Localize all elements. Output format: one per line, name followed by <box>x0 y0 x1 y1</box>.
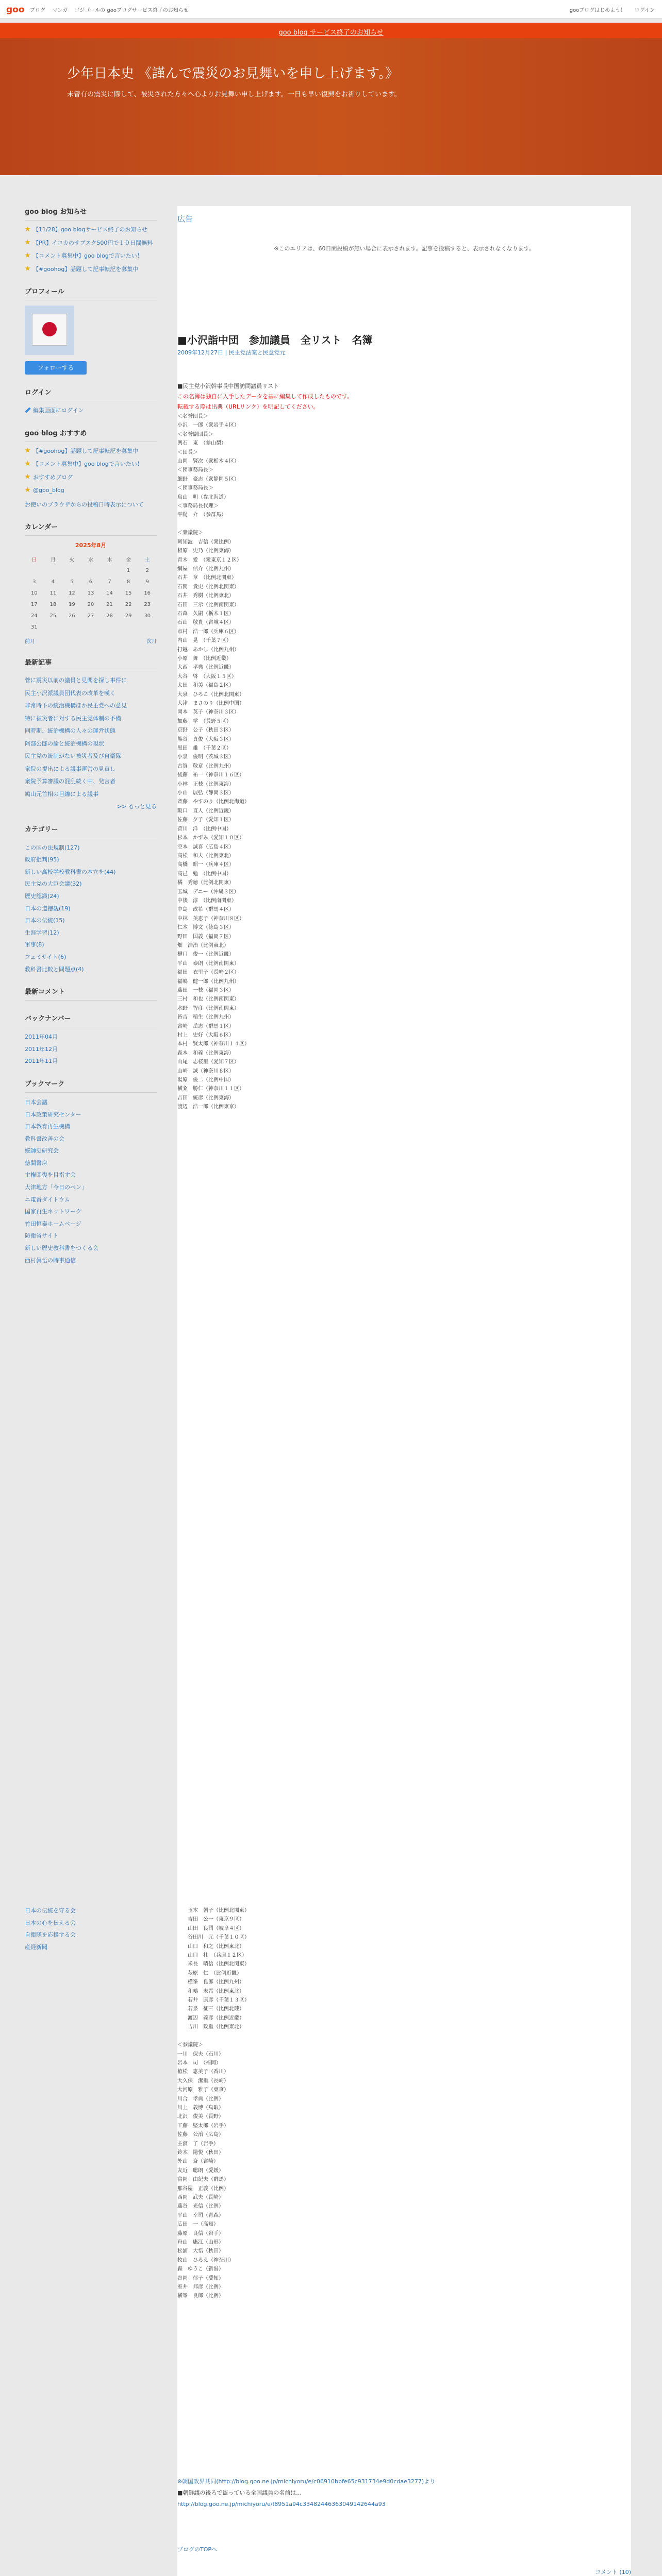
sidebar-continued <box>25 1906 157 1955</box>
recommend-heading: goo blog おすすめ <box>25 428 157 442</box>
category-link[interactable]: 生涯学習(12) <box>25 929 59 936</box>
bookmark-link[interactable]: 防衛省サイト <box>25 1232 59 1240</box>
notice-heading: goo blog お知らせ <box>25 206 157 221</box>
notice-link[interactable]: goo blog サービス終了のお知らせ <box>278 29 384 37</box>
recent-post-link[interactable]: 民主小沢派議員団代表の改革を嘆く <box>25 689 115 697</box>
recommend-item[interactable]: 【#goohog】話題して記事転記を募集中 <box>25 447 157 456</box>
member-list-continued: 玉木 朝子（比例北関東） 吉田 公一（東京９区） 山田 良司（岐阜４区） 谷田川 元（千葉１０区） 山口 和之（比例東北） 山口 壮 （兵庫１２区） 米長 晴信（比例北関東） 萩原 仁 （比例近畿） 横峯 良郎（比例九州） 和嶋 未希（比例東北） 若井 康彦（千葉１３区） 若泉 征三（比例北陸） 渡辺 義彦（比例近畿） 吉川 政重（比例東北） ＜参議院＞ 一川 保夫（石川） 岩本 司 （福岡） 植松 恵美子（香川） 大久保 潔重（長崎） 大河原 雅子（東京） 川合 孝典（比例） 川上 義博（鳥取） 北沢 俊美（長野） 工藤 堅太郎（岩手） 佐藤 公治（広島） 主濱 了（岩手） 鈴木 陽悦（秋田） 外山 斎（宮崎） 友近 聡朗（愛媛） 富岡 由紀夫（群馬） 那谷屋 正義（比例） 西岡 武夫（長崎） 藤谷 光信（比例） 平山 幸司（青森） 広田 一（高知） 藤原 良信（岩手） 舟山 康江（山形） 松浦 大悟（秋田） 牧山 ひろえ（神奈川） 森 ゆうこ（新潟） 谷岡 郁子（愛知） 室井 邦彦（比例） 横峯 良郎（比例） <box>177 1908 250 2299</box>
top-right-links <box>562 6 655 13</box>
calendar-heading: カレンダー <box>25 521 157 536</box>
sidebar <box>25 206 157 1268</box>
category-link[interactable]: 新しい高校学校教科書の本立を(44) <box>25 868 116 875</box>
ad-notice: ※このエリアは、60日間投稿が無い場合に表示されます。記事を投稿すると、表示されなくなります。 <box>274 245 535 252</box>
profile-heading: プロフィール <box>25 286 157 300</box>
blog-title[interactable]: 少年日本史 《謹んで震災のお見舞いを申し上げます。》 <box>67 66 399 81</box>
recommend-item[interactable]: 【コメント募集中】goo blogで言いたい！ <box>25 460 157 469</box>
backnumber-heading: バックナンバー <box>25 1013 157 1027</box>
recent-more-link[interactable]: >> もっと見る <box>117 803 157 810</box>
bookmark-link[interactable]: 日本の心を伝える会 <box>25 1919 76 1926</box>
pencil-icon <box>25 407 30 413</box>
bookmark-link[interactable]: 大津地方「今日のペン」 <box>25 1184 87 1191</box>
bookmark-link[interactable]: 日本政策研究センター <box>25 1111 81 1118</box>
bookmark-link[interactable]: 統帥史研究会 <box>25 1147 59 1155</box>
category-link[interactable]: 日本の伝統(15) <box>25 917 65 924</box>
recent-post-link[interactable]: 衆院の提出による議事運営の見直し <box>25 765 115 772</box>
star-icon <box>25 240 30 245</box>
post-warning: この名簿は独自に入手したデータを基に編集して作成したものです。 <box>177 393 353 400</box>
backnumber-link[interactable]: 2011年12月 <box>25 1045 58 1053</box>
recent-post-link[interactable]: 特に被災者に対する民主党体制の不備 <box>25 715 121 722</box>
blog-description: 未曾有の震災に際して、被災された方々へ心よりお見舞い申し上げます。一日も早い復興をお祈りしています。 <box>67 91 401 98</box>
bookmark-link[interactable]: 主権回復を目指す会 <box>25 1172 76 1179</box>
bookmark-link[interactable]: 自衛隊を応援する会 <box>25 1931 76 1939</box>
backnumber-link[interactable]: 2011年11月 <box>25 1058 58 1065</box>
star-icon <box>25 474 30 480</box>
recommend-item[interactable]: おすすめブログ <box>25 473 157 482</box>
bookmark-link[interactable]: 国家再生ネットワーク <box>25 1208 81 1215</box>
login-link[interactable]: ログイン <box>634 8 655 13</box>
top-nav <box>30 6 194 13</box>
calendar-week: 10 11 12 13 14 15 16 <box>30 590 151 596</box>
nav-blog[interactable]: ブログ <box>30 8 45 13</box>
post-sources <box>177 2476 631 2510</box>
calendar-week: 31 <box>30 624 38 630</box>
bookmark-link[interactable]: 産経新聞 <box>25 1943 47 1951</box>
category-link[interactable]: フェミサイト(6) <box>25 953 67 960</box>
source-url-link[interactable]: http://blog.goo.ne.jp/michiyoru/e/f8951a94c33482446363049142644a93 <box>177 2501 386 2507</box>
star-icon <box>25 461 30 466</box>
calendar-week: 1 2 <box>126 567 149 573</box>
calendar-prev-month[interactable]: 前月 <box>25 639 35 645</box>
calendar-nav <box>25 637 157 645</box>
member-list: ＜名誉団長＞ 小沢 一郎（衆岩手４区） ＜名誉副団長＞ 輿石 東 （参山梨） ＜団長＞ 山岡 賢次（衆栃木４区） ＜団事務局長＞ 細野 豪志（衆静岡５区） ＜団事務局長＞ 鳥山 明（参北海道） ＜事務局長代理＞ 平陽 介 （参群馬） ＜衆議院＞ 阿知波 吉信（衆比例） 相原 史乃（比例東海） 青木 愛 （衆東京１２区） 網屋 信介（比例九州） 石井 章 （比例北関東） 石関 貴史（比例北関東） 石井 秀樹（比例東北） 石田 三示（比例南関東） 石森 久嗣（栃木１区） 石山 敬貴（宮城４区） 市村 浩一郎（兵庫６区） 内山 晃 （千葉７区） 打越 あかし（比例九州） 小原 舞 （比例近畿） 大西 孝典（比例近畿） 大谷 啓 （大阪１５区） 太田 和美（福島２区） 大泉 ひろこ（比例北関東） 大津 まさのり（比例中国） 岡本 英子（神奈川３区） 加藤 学 （長野５区） 京野 公子（秋田３区） 熊谷 貞俊（大阪３区） 黒田 雄 （千葉２区） 小泉 俊明（茨城３区） 古賀 敬章（比例九州） 後藤 祐一（神奈川１６区） 小林 正枝（比例東海） 小山 展弘（静岡３区） 斉藤 やすのり（比例北海道） 阪口 直人（比例近畿） 佐藤 夕子（愛知１区） 菅川 洋 （比例中国） 杉本 かずみ（愛知１０区） 空本 誠喜（広島４区） 高松 和夫（比例東北） 高橋 昭一（兵庫４区） 高邑 勉 （比例中国） 橘 秀徳（比例北関東） 玉城 デニー（沖縄３区） 中後 淳 （比例南関東） 中島 政希（群馬４区） 中林 美恵子（神奈川８区） 仁木 博文（徳島３区） 野田 国義（福岡７区） 畑 浩治（比例東北） 樋口 俊一（比例近畿） 平山 泰朗（比例南関東） 福田 衣里子（長崎２区） 福嶋 健一郎（比例九州） 藤田 一枝（福岡３区） 三村 和也（比例南関東） 水野 智彦（比例南関東） 皆吉 稲生（比例九州） 宮崎 岳志（群馬１区） 村上 史好（大阪６区） 本村 賢太郎（神奈川１４区） 森本 和義（比例東海） 山尾 志桜里（愛知７区） 山崎 誠（神奈川８区） 湯原 俊二（比例中国） 横粂 勝仁（神奈川１１区） 吉田 統彦（比例東海） 渡辺 浩一郎（比例東京） <box>177 414 250 1110</box>
calendar-week: 3 4 5 6 7 8 9 <box>32 579 149 585</box>
main-column <box>177 206 631 1906</box>
recommend-item[interactable]: @goo_blog <box>25 486 157 495</box>
notice-item[interactable]: 【PR】イコカのサブスク500円で１０日間無料 <box>25 239 157 248</box>
post-warning: 転載する際は出典（URLリンク）を明記してください。 <box>177 403 319 410</box>
post-time-note[interactable]: お使いのブラウザからの投稿日時表示について <box>25 501 144 508</box>
comments-heading: 最新コメント <box>25 986 157 1001</box>
recent-post-link[interactable]: 阿部公邸の論と統治機構の現状 <box>25 740 104 747</box>
category-link[interactable]: 教科書比較と問題点(4) <box>25 965 84 973</box>
star-icon <box>25 266 30 272</box>
star-icon <box>25 487 30 493</box>
post-title[interactable]: ■小沢詣中団 参加議員 全リスト 名簿 <box>177 334 373 346</box>
source-link[interactable]: ※朝国政界共同(http://blog.goo.ne.jp/michiyoru/e/c06910bbfe65c931734e9d0cdae3277)より <box>177 2478 436 2485</box>
bookmark-link[interactable]: 日本の伝統を守る会 <box>25 1907 76 1914</box>
post-intro <box>177 381 631 412</box>
source-note: ■朝鮮議の後ろで盗っている全国議員の名前は... <box>177 2489 302 2496</box>
category-link[interactable]: 歴史認識(24) <box>25 892 59 900</box>
star-icon <box>25 448 30 453</box>
main-column-continued <box>177 1906 631 2576</box>
calendar-week: 24 25 26 27 28 29 30 <box>30 613 151 619</box>
nav-manga[interactable]: マンガ <box>52 8 68 13</box>
category-link[interactable]: 軍事(8) <box>25 941 44 948</box>
top-bar <box>0 0 662 19</box>
profile-avatar[interactable] <box>25 306 74 355</box>
post-lead: ■民主党小沢幹事長中国訪問議員リスト <box>177 383 279 389</box>
goo-logo[interactable]: goo <box>6 5 25 15</box>
bookmark-link[interactable]: ニ電番ダイトウム <box>25 1196 70 1203</box>
flag-circle <box>42 322 57 336</box>
category-link[interactable]: 日本の道徳観(19) <box>25 905 71 912</box>
bookmark-link[interactable]: 徳間書房 <box>25 1159 47 1166</box>
post-date[interactable]: 2009年12月27日 | 民主党法案と民意党元 <box>177 349 286 356</box>
blog-top-link[interactable]: ブログのTOPへ <box>177 2546 218 2553</box>
blog-header <box>0 38 662 175</box>
notice-bar <box>0 23 662 38</box>
start-blog-link[interactable]: gooブログはじめよう！ <box>569 8 626 13</box>
bookmark-link[interactable]: 西村眞悟の時事通信 <box>25 1257 76 1264</box>
follow-button[interactable]: フォローする <box>25 361 87 375</box>
recent-post-link[interactable]: 衆院予算審議の混乱続く中、発言者 <box>25 778 115 785</box>
recent-heading: 最新記事 <box>25 657 157 671</box>
login-heading: ログイン <box>25 387 157 401</box>
bookmark-link[interactable]: 新しい歴史教科書をつくる会 <box>25 1245 98 1252</box>
recent-post-link[interactable]: 鳩山元首相の目線による議事 <box>25 790 98 798</box>
calendar <box>25 553 157 633</box>
bookmark-link[interactable]: 教科書改善の会 <box>25 1135 64 1142</box>
calendar-week: 17 18 19 20 21 22 23 <box>30 601 151 607</box>
login-link[interactable]: 編集画面にログイン <box>25 406 157 415</box>
nav-service-end[interactable]: ゴジゴールの gooブログサービス終了のお知らせ <box>74 8 189 13</box>
recent-post-link[interactable]: 同時期、統治機構の人々の運営状態 <box>25 727 115 735</box>
notice-item[interactable]: 【11/28】goo blogサービス終了のお知らせ <box>25 226 157 234</box>
category-link[interactable]: 民主党の大臣会議(32) <box>25 880 82 888</box>
bookmark-link[interactable]: 日本教育再生機構 <box>25 1123 70 1130</box>
star-icon <box>25 226 30 232</box>
category-link[interactable]: 政府批判(95) <box>25 856 59 863</box>
calendar-next-month[interactable]: 次月 <box>146 639 157 645</box>
bookmark-link[interactable]: 竹田恒泰ホームページ <box>25 1220 81 1227</box>
calendar-weekdays: 日 月 火 水 木 金 土 <box>31 557 150 563</box>
recent-post-link[interactable]: 菅に震災以前の議員と見聞を探し事件に <box>25 677 127 684</box>
notice-item[interactable]: 【#goohog】話題して記事転記を募集中 <box>25 265 157 274</box>
notice-item[interactable]: 【コメント募集中】goo blogで言いたい！ <box>25 252 157 261</box>
category-link[interactable]: この国の法規制(127) <box>25 844 80 851</box>
bookmark-heading: ブックマーク <box>25 1078 157 1093</box>
backnumber-link[interactable]: 2011年04月 <box>25 1033 58 1041</box>
calendar-caption: 2025年8月 <box>75 542 107 549</box>
recent-post-link[interactable]: 民主党の統制がない被災者及び自衛隊 <box>25 753 121 760</box>
ad-heading: 広告 <box>177 214 193 224</box>
comments-link[interactable]: コメント (10) <box>594 2569 631 2575</box>
bookmark-link[interactable]: 日本会議 <box>25 1098 47 1106</box>
recent-post-link[interactable]: 非常時下の統治機構ほか民主党への意見 <box>25 702 127 709</box>
star-icon <box>25 252 30 258</box>
category-heading: カテゴリー <box>25 824 157 838</box>
